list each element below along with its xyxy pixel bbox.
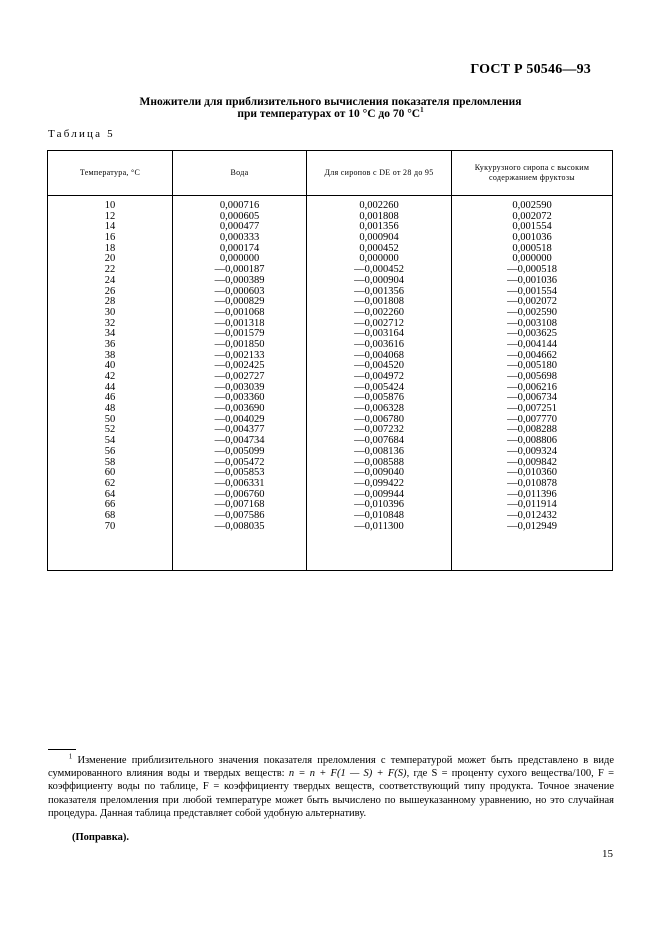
table-cell: 60 — [104, 467, 116, 479]
header-divider — [47, 195, 613, 196]
table-cell: —0,009944 — [354, 488, 404, 500]
page-number: 15 — [602, 848, 613, 860]
table-cell: —0,008288 — [507, 424, 557, 436]
table-cell: —0,003039 — [214, 381, 265, 393]
table-cell: —0,000829 — [214, 296, 265, 308]
table-cell: 0,000000 — [359, 253, 399, 265]
table-cell: 52 — [104, 424, 116, 436]
table-cell: 48 — [104, 403, 116, 415]
table-cell: 34 — [104, 328, 116, 340]
table-cell: 0,000605 — [219, 210, 260, 222]
footnote — [48, 754, 614, 820]
table-cell: 0,000452 — [359, 242, 399, 254]
table-cell: —0,010878 — [507, 477, 557, 489]
table-cell: —0,003108 — [507, 317, 557, 329]
table-cell: —0,000389 — [214, 274, 265, 286]
table-cell: —0,011300 — [354, 520, 404, 532]
table-cell: 10 — [104, 200, 116, 211]
table-cell: —0,005698 — [507, 371, 557, 382]
table-cell: —0,005424 — [354, 381, 404, 393]
footnote-text-2: , где S = проценту сухого вещества/100, F = коэффициенту воды по таблице, F = коэффициенту твердых веществ, соответствующий типу продукта. Точное значение показателя преломления при любой температуре может быть вычислено по вышеуказанному уравнению, но это случайная процедура. Данная таблица представляет собой удобную альтернативу. — [48, 768, 615, 819]
table-cell: 12 — [104, 210, 116, 222]
table-cell: 0,000333 — [219, 232, 260, 244]
table-cell: 26 — [104, 285, 116, 297]
table-cell: 70 — [104, 520, 116, 532]
table-cell: 40 — [104, 360, 116, 372]
table-cell: 56 — [104, 445, 116, 457]
table-cell: —0,009040 — [354, 467, 404, 479]
table-cell: 58 — [104, 456, 116, 468]
table-cell: —0,001850 — [214, 338, 265, 350]
table-cell: —0,008035 — [214, 520, 265, 532]
table-cell: 0,000477 — [219, 221, 260, 233]
table-cell: —0,001318 — [214, 317, 265, 329]
table-cell: —0,001356 — [354, 285, 404, 297]
table-cell: —0,003360 — [214, 392, 265, 404]
table-cell: —0,004734 — [214, 435, 265, 447]
table-cell: 32 — [104, 317, 116, 329]
table-cell: —0,004068 — [354, 349, 404, 361]
table-cell: —0,006328 — [354, 403, 404, 415]
table-cell: —0,007586 — [214, 509, 265, 521]
table-cell: —0,002260 — [354, 306, 404, 318]
table-cell: —0,000603 — [214, 285, 265, 297]
table-cell: —0,002425 — [214, 360, 265, 372]
table-cell: —0,005472 — [214, 456, 265, 468]
table-cell: —0,000518 — [507, 264, 557, 276]
table-cell: —0,003616 — [354, 338, 404, 350]
column-syrups — [307, 201, 451, 532]
table-cell: 0,000716 — [219, 200, 260, 211]
table-cell: —0,002727 — [214, 371, 265, 382]
table-cell: —0,009324 — [507, 445, 557, 457]
table-cell: —0,099422 — [354, 477, 404, 489]
footnote-rule — [48, 749, 76, 750]
table-cell: —0,001579 — [214, 328, 265, 340]
column-water — [173, 201, 306, 532]
table-cell: 38 — [104, 349, 116, 361]
table-cell: —0,005099 — [214, 445, 265, 457]
table-cell: —0,004972 — [354, 371, 404, 382]
column-temperature — [48, 201, 172, 532]
table-cell: 24 — [104, 274, 116, 286]
table-cell: 44 — [104, 381, 116, 393]
table-cell: 68 — [104, 509, 116, 521]
title-line-1: Множители для приблизительного вычисления показателя преломления — [139, 96, 522, 108]
table-cell: —0,006780 — [354, 413, 404, 425]
table-cell: —0,004029 — [214, 413, 265, 425]
table-cell: —0,002590 — [507, 306, 557, 318]
table-cell: —0,008588 — [354, 456, 404, 468]
table-cell: 30 — [104, 306, 116, 318]
table-cell: 46 — [104, 392, 116, 404]
table-cell: —0,003164 — [354, 328, 404, 340]
table-cell: —0,007232 — [354, 424, 404, 436]
table-cell: 0,000518 — [512, 242, 552, 254]
table-cell: —0,009842 — [507, 456, 557, 468]
table-cell: —0,005180 — [507, 360, 557, 372]
footnote-mark: 1 — [68, 752, 73, 761]
table-cell: 20 — [104, 253, 116, 265]
document-code: ГОСТ Р 50546—93 — [470, 62, 591, 77]
table-cell: —0,011396 — [507, 488, 557, 500]
table-cell: —0,007684 — [354, 435, 404, 447]
table-cell: —0,000452 — [354, 264, 404, 276]
table-cell: 36 — [104, 338, 116, 350]
table-cell: —0,001554 — [507, 285, 557, 297]
table-label: Таблица 5 — [48, 128, 115, 140]
table-cell: 18 — [104, 242, 116, 254]
table-cell: —0,002133 — [214, 349, 265, 361]
header-temperature: Температура, °С — [79, 168, 141, 177]
table-cell: 16 — [104, 232, 116, 244]
header-water: Вода — [230, 168, 249, 177]
table-cell: —0,000187 — [214, 264, 265, 276]
table-cell: 0,002260 — [359, 200, 399, 211]
table-cell: —0,010360 — [507, 467, 557, 479]
table-cell: —0,001808 — [354, 296, 404, 308]
table-cell: 0,000000 — [512, 253, 552, 265]
table-cell: —0,002072 — [507, 296, 557, 308]
table-cell: —0,003690 — [214, 403, 265, 415]
table-cell: 22 — [104, 264, 116, 276]
footnote-text-1: Изменение приблизительного значения показателя преломления с температурой может быть представлено в виде суммированного влияния воды и твердых веществ: — [48, 755, 615, 780]
table-cell: —0,011914 — [507, 499, 557, 511]
table-cell: —0,004662 — [507, 349, 557, 361]
table-cell: —0,001068 — [214, 306, 265, 318]
table-cell: —0,007770 — [507, 413, 557, 425]
table-cell: —0,005876 — [354, 392, 404, 404]
table-cell: 50 — [104, 413, 116, 425]
table-cell: 64 — [104, 488, 116, 500]
header-syrups: Для сиропов с DE от 28 до 95 — [324, 168, 434, 177]
table-cell: 62 — [104, 477, 116, 489]
table-cell: —0,006331 — [214, 477, 265, 489]
table-cell: 14 — [104, 221, 116, 233]
table-cell: 0,000174 — [219, 242, 260, 254]
table-cell: —0,007168 — [214, 499, 265, 511]
correction-note: (Поправка). — [72, 832, 129, 843]
table-cell: 0,001808 — [359, 210, 399, 222]
table-cell: —0,004144 — [507, 338, 557, 350]
table-cell: 0,002590 — [512, 200, 552, 211]
table-cell: 0,000000 — [219, 253, 260, 265]
table-cell: 42 — [104, 371, 116, 382]
title-line-2: при температурах от 10 °С до 70 °С$^1$ — [237, 106, 424, 120]
table-cell: —0,005853 — [214, 467, 265, 479]
table-cell: 28 — [104, 296, 116, 308]
table-cell: 0,000904 — [359, 232, 399, 244]
table-cell: —0,006760 — [214, 488, 265, 500]
table-cell: —0,006216 — [507, 381, 557, 393]
table-cell: 66 — [104, 499, 116, 511]
table-cell: 0,001036 — [512, 232, 552, 244]
table-cell: —0,012432 — [507, 509, 557, 521]
header-corn-syrup: Кукурузного сиропа с высоким содержанием фруктозы — [474, 163, 590, 182]
table-cell: —0,012949 — [507, 520, 557, 532]
table-cell: —0,008136 — [354, 445, 404, 457]
table-title — [0, 96, 661, 120]
table-cell: 0,001356 — [359, 221, 399, 233]
table-cell: —0,001036 — [507, 274, 557, 286]
table-cell: —0,004377 — [214, 424, 265, 436]
table-cell: 0,001554 — [512, 221, 552, 233]
column-corn-syrup — [452, 201, 612, 532]
table-cell: —0,006734 — [507, 392, 557, 404]
table-cell: —0,008806 — [507, 435, 557, 447]
footnote-formula: n = n + F(1 — S) + F(S) — [288, 768, 407, 780]
table-cell: —0,003625 — [507, 328, 557, 340]
table-cell: —0,010848 — [354, 509, 404, 521]
table-cell: —0,010396 — [354, 499, 404, 511]
table-cell: 0,002072 — [512, 210, 552, 222]
table-cell: —0,002712 — [354, 317, 404, 329]
table-cell: —0,004520 — [354, 360, 404, 372]
table-cell: 54 — [104, 435, 116, 447]
table-cell: —0,000904 — [354, 274, 404, 286]
footnote-reference: 1 — [420, 106, 424, 115]
table-cell: —0,007251 — [507, 403, 557, 415]
